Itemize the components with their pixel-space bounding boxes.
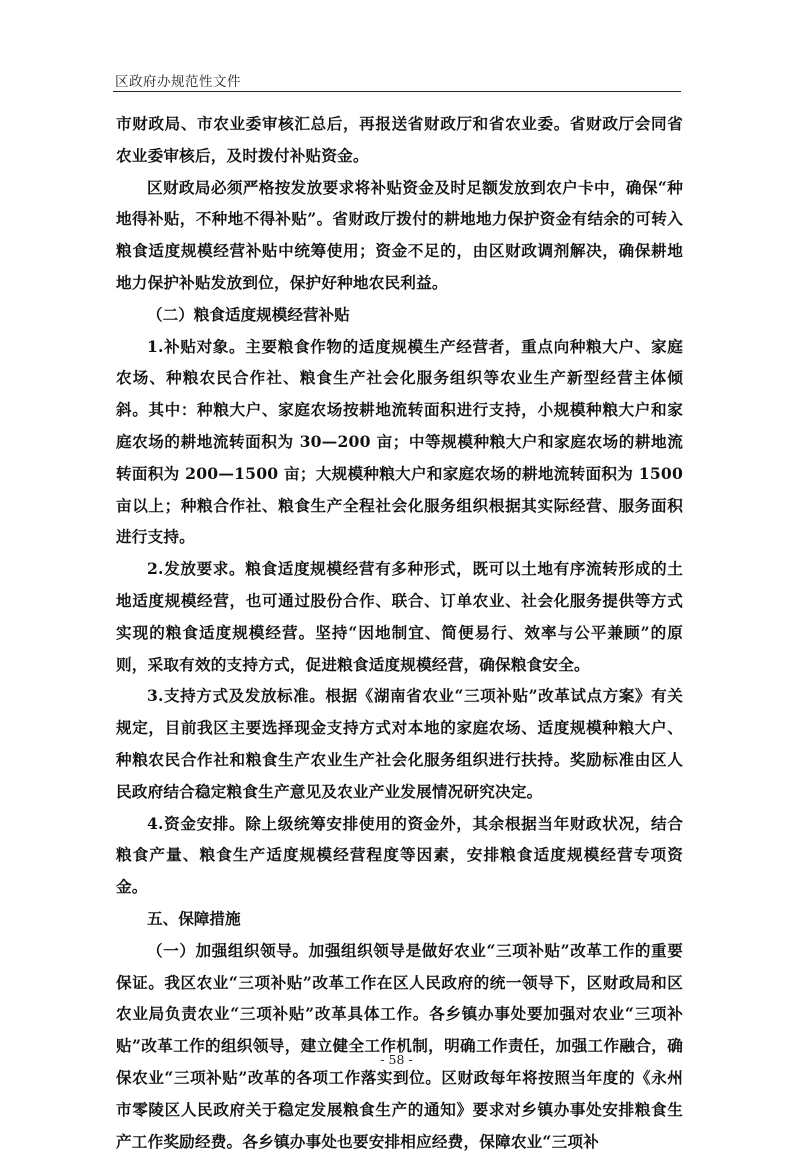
paragraph-fund-distribution: 区财政局必须严格按发放要求将补贴资金及时足额发放到农户卡中，确保“种地得补贴，不种地不得补贴”。省财政厅拨付的耕地地力保护资金有结余的可转入粮食适度规模经营补贴中统筹使用；资金不足的，由区财政调剂解决，确保耕地地力保护补贴发放到位，保护好种地农民利益。 <box>116 177 683 292</box>
header-divider <box>113 91 681 92</box>
paragraph-organizational-leadership: （一）加强组织领导。加强组织领导是做好农业“三项补贴”改革工作的重要保证。我区农业“三项补贴”改革工作在区人民政府的统一领导下，区财政局和区农业局负责农业“三项补贴”改革具体工作。各乡镇办事处要加强对农业“三项补贴”改革工作的组织领导，建立健全工作机制，明确工作责任，加强工作融合，确保农业“三项补贴”改革的各项工作落实到位。区财政每年将按照当年度的《永州市零陵区人民政府关于稳定发展粮食生产的通知》要求对乡镇办事处安排粮食生产工作奖励经费。各乡镇办事处也要安排相应经费，保障农业“三项补 <box>116 940 683 1151</box>
section-heading-safeguards: 五、保障措施 <box>147 908 241 928</box>
running-header: 区政府办规范性文件 <box>115 74 241 90</box>
paragraph-continuation: 市财政局、市农业委审核汇总后，再报送省财政厅和省农业委。省财政厅会同省农业委审核后，及时拨付补贴资金。 <box>116 114 683 165</box>
page-number: - 58 - <box>380 1052 413 1067</box>
section-heading-grain-subsidy: （二）粮食适度规模经营补贴 <box>147 304 350 324</box>
paragraph-fund-arrangement: 4.资金安排。除上级统筹安排使用的资金外，其余根据当年财政状况，结合粮食产量、粮食生产适度规模经营程度等因素，安排粮食适度规模经营专项资金。 <box>116 813 683 897</box>
document-body <box>116 108 683 1157</box>
paragraph-support-standards: 3.支持方式及发放标准。根据《湖南省农业“三项补贴”改革试点方案》有关规定，目前我区主要选择现金支持方式对本地的家庭农场、适度规模种粮大户、种粮农民合作社和粮食生产农业生产社会化服务组织进行扶持。奖励标准由区人民政府结合稳定粮食生产意见及农业产业发展情况研究决定。 <box>116 686 683 801</box>
paragraph-distribution-requirements: 2.发放要求。粮食适度规模经营有多种形式，既可以土地有序流转形成的土地适度规模经营，也可通过股份合作、联合、订单农业、社会化服务提供等方式实现的粮食适度规模经营。坚持“因地制宜、简便易行、效率与公平兼顾”的原则，采取有效的支持方式，促进粮食适度规模经营，确保粮食安全。 <box>116 559 683 674</box>
paragraph-subsidy-targets: 1.补贴对象。主要粮食作物的适度规模生产经营者，重点向种粮大户、家庭农场、种粮农民合作社、粮食生产社会化服务组织等农业生产新型经营主体倾斜。其中：种粮大户、家庭农场按耕地流转面积进行支持，小规模种粮大户和家庭农场的耕地流转面积为 30—200 亩；中等规模种粮大户和家庭农场的耕地流转面积为 200—1500 亩；大规模种粮大户和家庭农场的耕地流转面积为 1500 亩以上；种粮合作社、粮食生产全程社会化服务组织根据其实际经营、服务面积进行支持。 <box>116 336 683 547</box>
